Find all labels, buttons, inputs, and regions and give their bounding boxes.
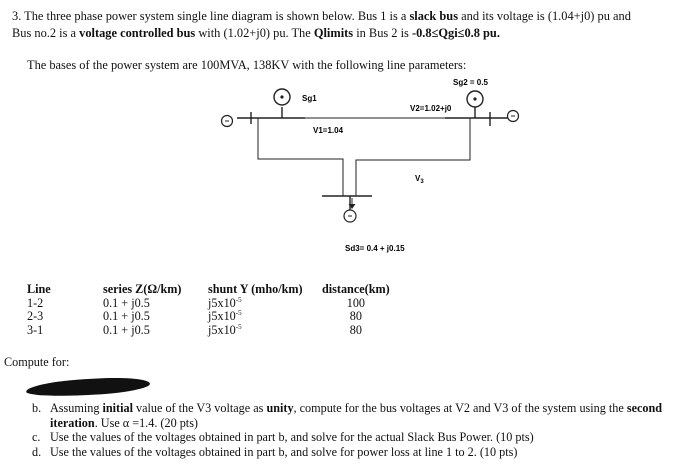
v3-label: $V_3$ [415,174,424,185]
sd3-label: Sd3= 0.4 + j0.15 [345,244,405,253]
bus-3-marker-icon [344,210,356,222]
table-column-series-z [103,283,181,337]
table-cell: $j5x10^{-5}$ [208,322,242,337]
table-cell: 1-2 [27,295,44,310]
table-cell: 2-3 [27,309,44,323]
table-cell: 0.1 + j0.5 [103,309,150,323]
table-cell: 0.1 + j0.5 [103,295,150,310]
qlimits-range: -0.8≤Qgi≤0.8 pu. [411,26,500,40]
part-c [32,430,692,445]
compute-for-heading: Compute for: [4,355,70,369]
question-parts [32,401,692,459]
part-text: Assuming initial value of the V3 voltage as unity, compute for the bus voltages at V2 and V3 of the system using the second iteration. Use α =1.4. (20 pts) [50,401,663,430]
slack-bus-term: slack bus [409,9,459,23]
table-column-shunt-y [208,283,303,337]
part-b [32,401,692,430]
table-cell: 80 [349,309,362,323]
table-column-distance [322,283,390,337]
part-text: Use the values of the voltages obtained in part b, and solve for the actual Slack Bus Power. (10 pts) [50,430,534,444]
table-cell: 0.1 + j0.5 [103,322,150,337]
v1-label: V1=1.04 [313,126,344,135]
bases-statement: The bases of the power system are 100MVA, 138KV with the following line parameters: [27,58,467,72]
line-2-3 [356,118,470,196]
bus-2-marker-icon [508,111,519,122]
table-header-shunt-y: shunt Y (mho/km) [208,282,303,296]
table-cell: $j5x10^{-5}$ [208,295,242,310]
table-header-distance: distance(km) [322,282,390,296]
table-column-line [27,283,51,337]
part-label: d. [32,444,42,459]
problem-line-2: Bus no.2 is a voltage controlled bus with (1.02+j0) pu. The Qlimits in Bus 2 is -0.8≤Qgi≤0.8 pu. [12,26,500,40]
v2-label: V2=1.02+j0 [410,104,452,113]
qlimits-term: Qlimits [313,26,354,40]
table-cell: 100 [346,295,365,310]
table-cell: 3-1 [27,322,44,337]
part-d [32,445,692,460]
generator-1-icon [274,89,290,105]
table-cell: $j5x10^{-5}$ [208,308,242,323]
problem-line-1: 3. The three phase power system single line diagram is shown below. Bus 1 is a slack bus and its voltage is (1.04+j0) pu and [12,9,631,23]
sg2-label: Sg2 = 0.5 [453,78,488,87]
voltage-controlled-bus-term: voltage controlled bus [79,26,196,40]
part-text: Use the values of the voltages obtained in part b, and solve for power loss at line 1 to 2. (10 pts) [50,444,518,459]
generator-2-icon [467,91,483,107]
bus-1-marker-icon [222,116,233,127]
sg1-label: Sg1 [302,94,317,103]
part-label: b. [32,401,42,415]
table-header-line: Line [27,282,51,296]
part-label: c. [32,430,41,444]
table-cell: 80 [349,322,362,337]
table-header-series-z: series Z(Ω/km) [103,282,182,296]
